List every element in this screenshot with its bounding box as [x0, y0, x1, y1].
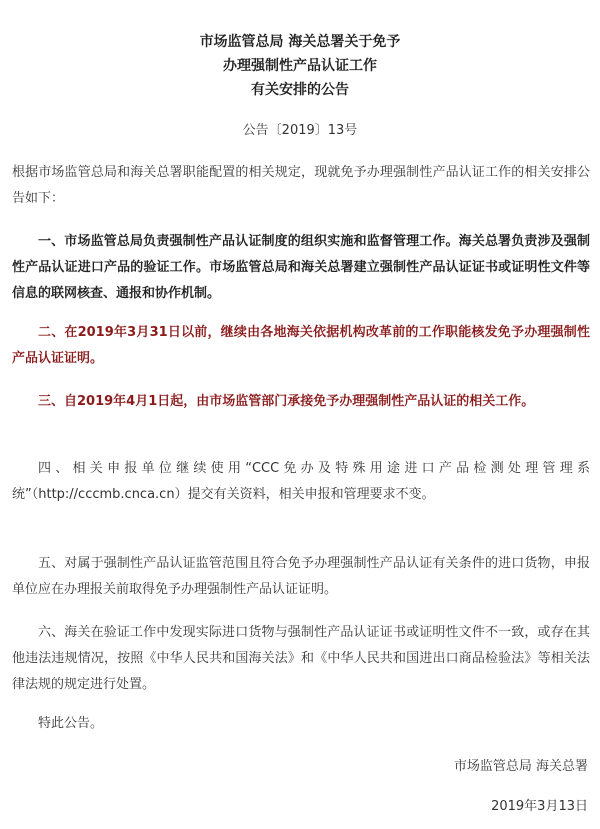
document-number: 公告〔2019〕13号 — [242, 123, 358, 138]
title-line-2: 办理强制性产品认证工作 — [223, 58, 377, 74]
title-line-1: 市场监管总局 海关总署关于免予 — [199, 34, 401, 50]
item-6-paragraph: 六、海关在验证工作中发现实际进口货物与强制性产品认证证书或证明性文件不一致，或存在其他违法违规情况，按照《中华人民共和国海关法》和《中华人民共和国进出口商品检验法》等相关法律法规的规定进行处置。 — [12, 625, 590, 692]
closing-paragraph: 特此公告。 — [38, 716, 104, 731]
title-line-3: 有关安排的公告 — [251, 82, 349, 98]
intro-paragraph: 根据市场监管总局和海关总署职能配置的相关规定，现就免予办理强制性产品认证工作的相关安排公告如下： — [12, 165, 590, 206]
item-3-paragraph: 三、自2019年4月1日起，由市场监管部门承接免予办理强制性产品认证的相关工作。 — [38, 394, 535, 409]
item-1-paragraph: 一、市场监管总局负责强制性产品认证制度的组织实施和监督管理工作。海关总署负责涉及强制性产品认证进口产品的验证工作。市场监管总局和海关总署建立强制性产品认证证书或证明性文件等信息的联网核查、通报和协作机制。 — [12, 234, 590, 301]
item-5-paragraph: 五、对属于强制性产品认证监管范围且符合免予办理强制性产品认证有关条件的进口货物，申报单位应在办理报关前取得免予办理强制性产品认证证明。 — [12, 556, 590, 597]
item-2-paragraph: 二、在2019年3月31日以前，继续由各地海关依据机构改革前的工作职能核发免予办理强制性产品认证证明。 — [12, 325, 590, 366]
signature: 市场监管总局 海关总署 — [453, 759, 588, 774]
item-4-paragraph: 四、相关申报单位继续使用“CCC免办及特殊用途进口产品检测处理管理系统”（http://cccmb.cnca.cn）提交有关资料，相关申报和管理要求不变。 — [12, 461, 590, 502]
issue-date: 2019年3月13日 — [491, 799, 588, 814]
